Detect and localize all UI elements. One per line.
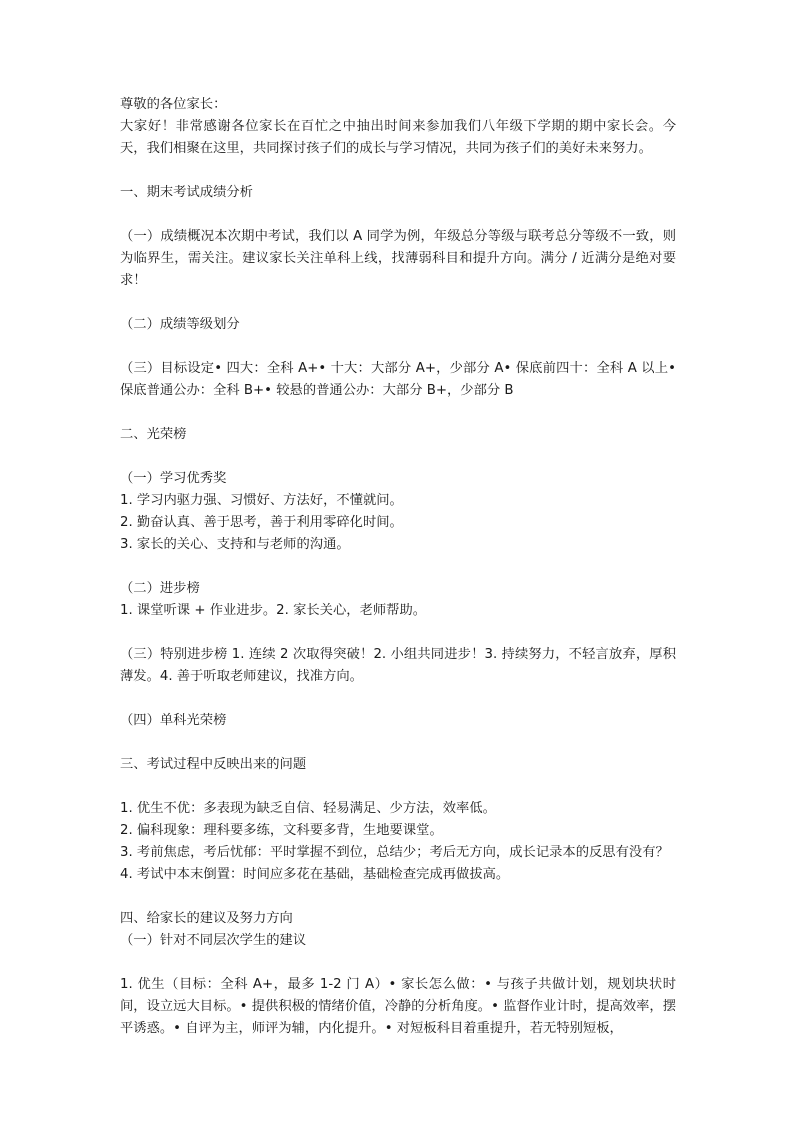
list-item: 1. 优生不优：多表现为缺乏自信、轻易满足、少方法，效率低。 [120, 801, 496, 816]
single-subject-honor-heading: （四）单科光荣榜 [120, 713, 227, 728]
progress-list-text: 1. 课堂听课 + 作业进步。2. 家长关心，老师帮助。 [120, 603, 427, 618]
goal-setting-paragraph: （三）目标设定• 四大：全科 A+• 十大：大部分 A+，少部分 A• 保底前四十：全科 A 以上• 保底普通公办：全科 B+• 较悬的普通公办：大部分 B+，少部分 B [120, 361, 676, 398]
section-heading-honor-roll: 二、光荣榜 [120, 427, 187, 442]
greeting: 尊敬的各位家长： [120, 97, 227, 112]
excellence-award-heading: （一）学习优秀奖 [120, 471, 227, 486]
list-item: 4. 考试中本末倒置：时间应多花在基础，基础检查完成再做拔高。 [120, 867, 510, 882]
special-progress-paragraph: （三）特别进步榜 1. 连续 2 次取得突破！2. 小组共同进步！3. 持续努力，不轻言放弃，厚积薄发。4. 善于听取老师建议，找准方向。 [120, 647, 676, 684]
intro-paragraph: 大家好！非常感谢各位家长在百忙之中抽出时间来参加我们八年级下学期的期中家长会。今天，我们相聚在这里，共同探讨孩子们的成长与学习情况，共同为孩子们的美好未来努力。 [120, 119, 676, 156]
list-item: 2. 勤奋认真、善于思考，善于利用零碎化时间。 [120, 515, 403, 530]
list-item: 3. 家长的关心、支持和与老师的沟通。 [120, 537, 350, 552]
section-heading-parent-advice: 四、给家长的建议及努力方向 [120, 911, 293, 926]
section-heading-exam-problems: 三、考试过程中反映出来的问题 [120, 757, 307, 772]
student-level-advice-heading: （一）针对不同层次学生的建议 [120, 933, 307, 948]
score-overview-paragraph: （一）成绩概况本次期中考试，我们以 A 同学为例，年级总分等级与联考总分等级不一致，则为临界生，需关注。建议家长关注单科上线，找薄弱科目和提升方向。满分 / 近满分是绝对要求！ [120, 229, 676, 288]
document-body [120, 94, 676, 1040]
list-item: 3. 考前焦虑，考后忧郁：平时掌握不到位，总结少；考后无方向，成长记录本的反思有没有？ [120, 845, 669, 860]
section-heading-exam-analysis: 一、期末考试成绩分析 [120, 185, 253, 200]
list-item: 2. 偏科现象：理科要多练，文科要多背，生地要课堂。 [120, 823, 443, 838]
top-student-advice-paragraph: 1. 优生（目标：全科 A+，最多 1-2 门 A）• 家长怎么做：• 与孩子共做计划，规划块状时间，设立远大目标。• 提供积极的情绪价值，冷静的分析角度。• 监督作业计时，提高效率，摆平诱惑。• 自评为主，师评为辅，内化提升。• 对短板科目着重提升，若无特别短板， [120, 977, 677, 1036]
progress-list-heading: （二）进步榜 [120, 581, 200, 596]
grade-division-heading: （二）成绩等级划分 [120, 317, 240, 332]
list-item: 1. 学习内驱力强、习惯好、方法好，不懂就问。 [120, 493, 403, 508]
